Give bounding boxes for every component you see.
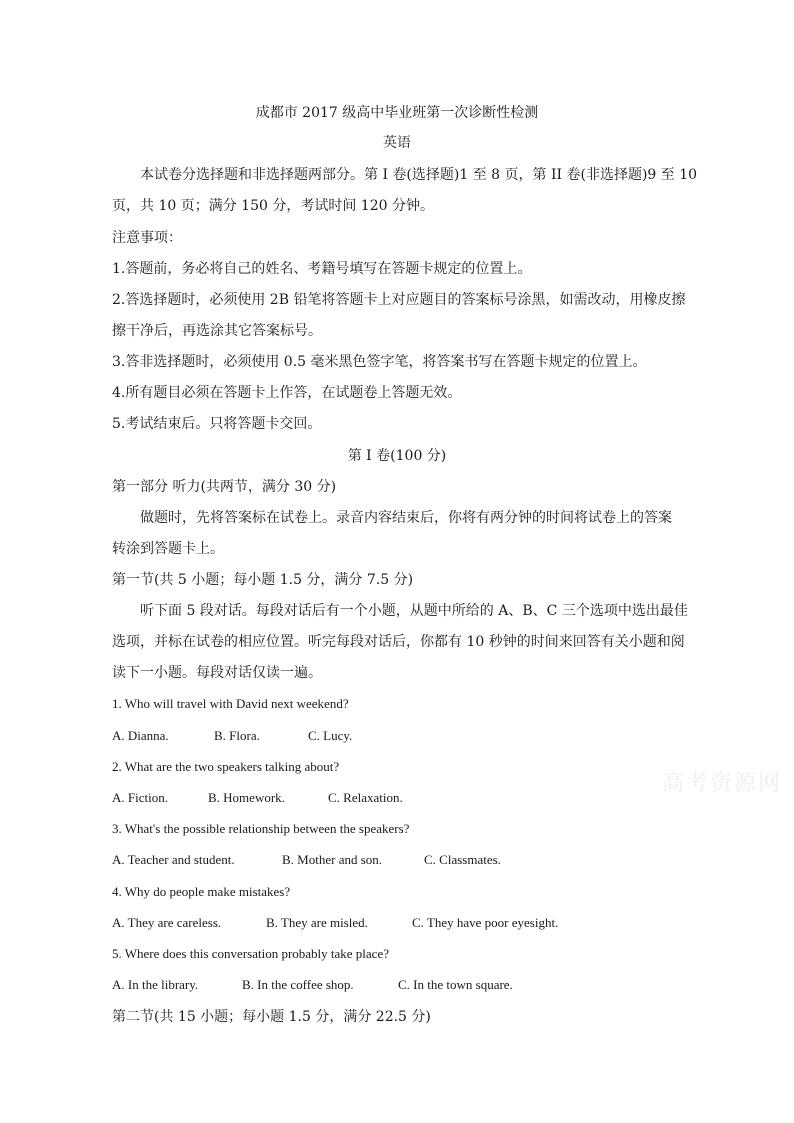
section-1-instruction-line-1: 听下面 5 段对话。每段对话后有一个小题，从题中所给的 A、B、C 三个选项中选出最佳 (140, 603, 688, 619)
part-1-instruction-line-1: 做题时，先将答案标在试卷上。录音内容结束后，你将有两分钟的时间将试卷上的答案 (140, 510, 672, 526)
question-5-option-a: A. In the library. (112, 977, 199, 992)
question-3: 3. What's the possible relationship between the speakers? (112, 821, 410, 836)
question-3-option-a: A. Teacher and student. (112, 852, 235, 867)
question-1: 1. Who will travel with David next weekend? (112, 696, 349, 711)
note-item-2-line-2: 擦干净后，再选涂其它答案标号。 (112, 323, 322, 339)
question-2: 2. What are the two speakers talking about? (112, 759, 340, 774)
question-5: 5. Where does this conversation probably take place? (112, 946, 389, 961)
watermark: 高考资源网 (662, 771, 783, 796)
section-1-instruction-line-2: 选项，并标在试卷的相应位置。听完每段对话后，你都有 10 秒钟的时间来回答有关小题和阅 (112, 634, 685, 650)
question-2-option-c: C. Relaxation. (328, 790, 403, 805)
section-2-heading: 第二节(共 15 小题；每小题 1.5 分，满分 22.5 分) (112, 1009, 431, 1025)
question-4: 4. Why do people make mistakes? (112, 884, 291, 899)
question-5-option-b: B. In the coffee shop. (242, 977, 354, 992)
note-item-1: 1.答题前，务必将自己的姓名、考籍号填写在答题卡规定的位置上。 (112, 261, 532, 277)
note-item-5: 5.考试结束后。只将答题卡交回。 (112, 416, 322, 432)
question-2-option-b: B. Homework. (208, 790, 285, 805)
question-4-option-c: C. They have poor eyesight. (412, 915, 559, 930)
section-1-instruction-line-3: 读下一小题。每段对话仅读一遍。 (112, 665, 322, 681)
question-5-option-c: C. In the town square. (398, 977, 513, 992)
intro-line-1: 本试卷分选择题和非选择题两部分。第 I 卷(选择题)1 至 8 页，第 II 卷(非选择题)9 至 10 (140, 167, 698, 183)
subject-title: 英语 (383, 135, 411, 151)
volume-1-title: 第 I 卷(100 分) (347, 448, 447, 464)
section-1-heading: 第一节(共 5 小题；每小题 1.5 分，满分 7.5 分) (112, 572, 414, 588)
question-2-option-a: A. Fiction. (112, 790, 168, 805)
question-4-option-a: A. They are careless. (112, 915, 222, 930)
note-item-3: 3.答非选择题时，必须使用 0.5 毫米黑色签字笔，将答案书写在答题卡规定的位置上。 (112, 354, 647, 370)
question-3-option-b: B. Mother and son. (282, 852, 383, 867)
question-3-option-c: C. Classmates. (424, 852, 501, 867)
intro-line-2: 页，共 10 页；满分 150 分，考试时间 120 分钟。 (112, 198, 434, 214)
part-1-instruction-line-2: 转涂到答题卡上。 (112, 541, 224, 557)
notes-heading: 注意事项： (112, 230, 182, 246)
question-4-option-b: B. They are misled. (266, 915, 368, 930)
exam-title: 成都市 2017 级高中毕业班第一次诊断性检测 (255, 105, 539, 121)
note-item-2-line-1: 2.答选择题时，必须使用 2B 铅笔将答题卡上对应题目的答案标号涂黑，如需改动，用橡皮擦 (112, 292, 686, 308)
question-1-option-c: C. Lucy. (308, 728, 353, 743)
question-1-option-a: A. Dianna. (112, 728, 169, 743)
note-item-4: 4.所有题目必须在答题卡上作答，在试题卷上答题无效。 (112, 385, 462, 401)
part-1-heading: 第一部分 听力(共两节，满分 30 分) (112, 479, 337, 495)
question-1-option-b: B. Flora. (214, 728, 260, 743)
